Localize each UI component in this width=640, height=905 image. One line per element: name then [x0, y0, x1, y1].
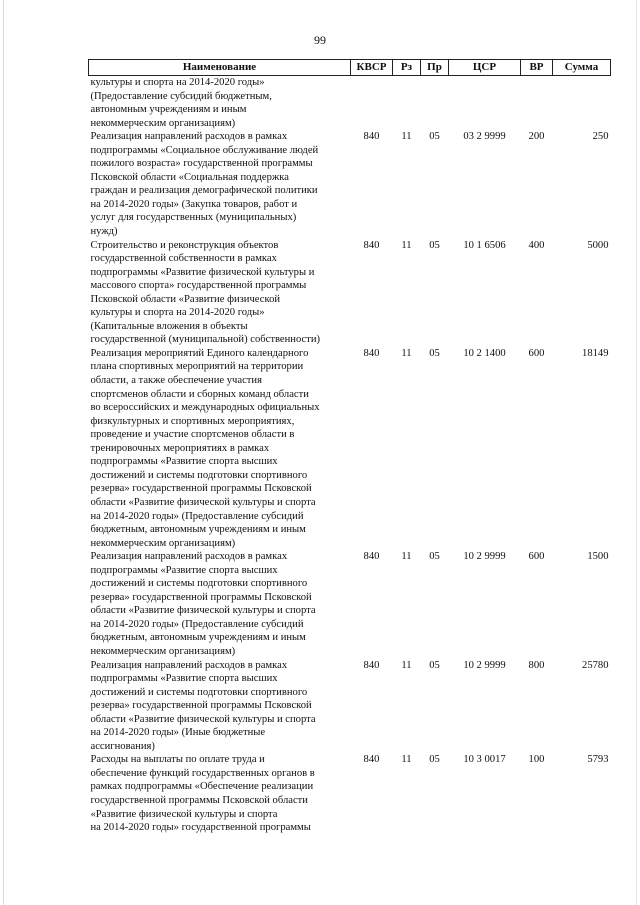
cell-rz — [393, 76, 421, 131]
name-line: подпрограммы «Развитие спорта высших — [90, 673, 278, 685]
name-line: некоммерческим организациям) — [90, 117, 236, 129]
name-line: области «Развитие физической культуры и спорта — [90, 605, 316, 617]
name-line: государственной программы Псковской области — [90, 794, 308, 806]
header-vr: ВР — [521, 60, 553, 76]
name-line: (Предоставление субсидий бюджетным, — [90, 90, 272, 102]
name-line: «Развитие физической культуры и спорта — [90, 808, 278, 820]
name-line: государственной (муниципальной) собственности) — [90, 334, 321, 346]
cell-sum: 25780 — [582, 659, 609, 671]
table-row — [89, 130, 611, 238]
name-line: тренировочных мероприятиях в рамках — [90, 442, 270, 454]
cell-csr: 03 2 9999 — [463, 131, 506, 143]
table-row — [89, 76, 611, 131]
name-line: резерва» государственной программы Псковской — [90, 700, 312, 712]
cell-pr: 05 — [429, 131, 440, 143]
name-line: достижений и системы подготовки спортивного — [90, 578, 308, 590]
table-row — [89, 550, 611, 658]
cell-vr — [521, 76, 553, 131]
cell-csr: 10 1 6506 — [463, 239, 506, 251]
cell-rz: 11 — [401, 347, 412, 359]
cell-kvsr: 840 — [363, 754, 380, 766]
name-line: государственной собственности в рамках — [90, 253, 277, 265]
name-line: подпрограммы «Социальное обслуживание людей — [90, 144, 319, 156]
cell-kvsr: 840 — [363, 551, 380, 563]
cell-pr: 05 — [429, 659, 440, 671]
name-line: автономным учреждениям и иным — [90, 104, 247, 116]
scan-edge-left — [3, 0, 4, 905]
name-line: спортсменов области и сборных команд области — [90, 388, 309, 400]
name-line: Реализация направлений расходов в рамках — [90, 659, 288, 671]
cell-rz: 11 — [401, 239, 412, 251]
table-row — [89, 239, 611, 347]
cell-name — [89, 550, 351, 658]
name-line: достижений и системы подготовки спортивного — [90, 686, 308, 698]
cell-sum: 18149 — [582, 347, 609, 359]
name-line: проведение и участие спортсменов области в — [90, 429, 295, 441]
header-rz: Рз — [393, 60, 421, 76]
name-line: культуры и спорта на 2014-2020 годы» — [90, 77, 265, 88]
name-line: области «Развитие физической культуры и спорта — [90, 496, 316, 508]
cell-name — [89, 347, 351, 550]
cell-rz: 11 — [401, 659, 412, 671]
cell-csr: 10 2 9999 — [463, 551, 506, 563]
cell-vr: 200 — [528, 131, 545, 143]
table-body — [89, 76, 611, 835]
cell-rz: 11 — [401, 131, 412, 143]
cell-sum — [553, 76, 611, 131]
cell-pr: 05 — [429, 551, 440, 563]
cell-csr — [449, 76, 521, 131]
name-line: культуры и спорта на 2014-2020 годы» — [90, 307, 265, 319]
cell-sum: 5000 — [587, 239, 609, 251]
table-row — [89, 753, 611, 834]
header-sum: Сумма — [553, 60, 611, 76]
header-pr: Пр — [421, 60, 449, 76]
name-line: плана спортивных мероприятий на территории — [90, 361, 304, 373]
cell-sum: 1500 — [587, 551, 609, 563]
name-line: граждан и реализация демографической политики — [90, 185, 318, 197]
name-line: Реализация направлений расходов в рамках — [90, 551, 288, 563]
name-line: нужд) — [90, 226, 118, 238]
name-line: во всероссийских и международных официальных — [90, 402, 320, 414]
cell-sum: 5793 — [587, 754, 609, 766]
cell-csr: 10 3 0017 — [463, 754, 506, 766]
name-line: Строительство и реконструкция объектов — [90, 239, 279, 251]
page-number: 99 — [314, 33, 326, 47]
table-row — [89, 659, 611, 754]
cell-pr: 05 — [429, 239, 440, 251]
name-line: подпрограммы «Развитие спорта высших — [90, 564, 278, 576]
budget-table — [88, 59, 611, 835]
name-line: некоммерческим организациям) — [90, 645, 236, 657]
cell-vr: 100 — [528, 754, 545, 766]
name-line: пожилого возраста» государственной программы — [90, 158, 313, 170]
cell-kvsr: 840 — [363, 239, 380, 251]
cell-name — [89, 76, 351, 131]
name-line: услуг для государственных (муниципальных) — [90, 212, 297, 224]
name-line: (Капитальные вложения в объекты — [90, 320, 248, 332]
name-line: Реализация мероприятий Единого календарного — [90, 347, 309, 359]
cell-vr: 600 — [528, 347, 545, 359]
name-line: резерва» государственной программы Псковской — [90, 483, 312, 495]
header-csr: ЦСР — [449, 60, 521, 76]
cell-kvsr: 840 — [363, 131, 380, 143]
name-line: бюджетным, автономным учреждениям и иным — [90, 632, 306, 644]
name-line: Реализация направлений расходов в рамках — [90, 131, 288, 143]
cell-kvsr — [351, 76, 393, 131]
name-line: на 2014-2020 годы» (Закупка товаров, работ и — [90, 198, 298, 210]
header-kvsr: КВСР — [351, 60, 393, 76]
cell-csr: 10 2 9999 — [463, 659, 506, 671]
name-line: на 2014-2020 годы» (Предоставление субсидий — [90, 618, 304, 630]
name-line: массового спорта» государственной программы — [90, 280, 307, 292]
table-header-row — [89, 60, 611, 76]
name-line: на 2014-2020 годы» (Предоставление субсидий — [90, 510, 304, 522]
cell-kvsr: 840 — [363, 659, 380, 671]
name-line: ассигнования) — [90, 740, 155, 752]
name-line: достижений и системы подготовки спортивного — [90, 469, 308, 481]
cell-vr: 400 — [528, 239, 545, 251]
name-line: резерва» государственной программы Псковской — [90, 591, 312, 603]
cell-rz: 11 — [401, 551, 412, 563]
name-line: рамках подпрограммы «Обеспечение реализации — [90, 781, 314, 793]
cell-pr: 05 — [429, 347, 440, 359]
cell-sum: 250 — [592, 131, 609, 143]
name-line: обеспечение функций государственных органов в — [90, 767, 315, 779]
cell-name — [89, 130, 351, 238]
scan-edge-right — [636, 0, 637, 905]
name-line: подпрограммы «Развитие физической культуры и — [90, 266, 315, 278]
cell-kvsr: 840 — [363, 347, 380, 359]
cell-name — [89, 239, 351, 347]
cell-pr — [421, 76, 449, 131]
name-line: на 2014-2020 годы» государственной программы — [90, 822, 311, 834]
name-line: Расходы на выплаты по оплате труда и — [90, 754, 265, 766]
name-line: области «Развитие физической культуры и спорта — [90, 713, 316, 725]
cell-vr: 800 — [528, 659, 545, 671]
cell-pr: 05 — [429, 754, 440, 766]
name-line: бюджетным, автономным учреждениям и иным — [90, 524, 306, 536]
cell-name — [89, 753, 351, 834]
name-line: подпрограммы «Развитие спорта высших — [90, 456, 278, 468]
header-name: Наименование — [89, 60, 351, 76]
cell-csr: 10 2 1400 — [463, 347, 506, 359]
name-line: некоммерческим организациям) — [90, 537, 236, 549]
name-line: области, а также обеспечение участия — [90, 375, 262, 387]
table-row — [89, 347, 611, 550]
cell-rz: 11 — [401, 754, 412, 766]
name-line: на 2014-2020 годы» (Иные бюджетные — [90, 727, 266, 739]
cell-name — [89, 659, 351, 754]
name-line: Псковской области «Развитие физической — [90, 293, 281, 305]
name-line: Псковской области «Социальная поддержка — [90, 171, 289, 183]
name-line: физкультурных и спортивных мероприятиях, — [90, 415, 295, 427]
cell-vr: 600 — [528, 551, 545, 563]
